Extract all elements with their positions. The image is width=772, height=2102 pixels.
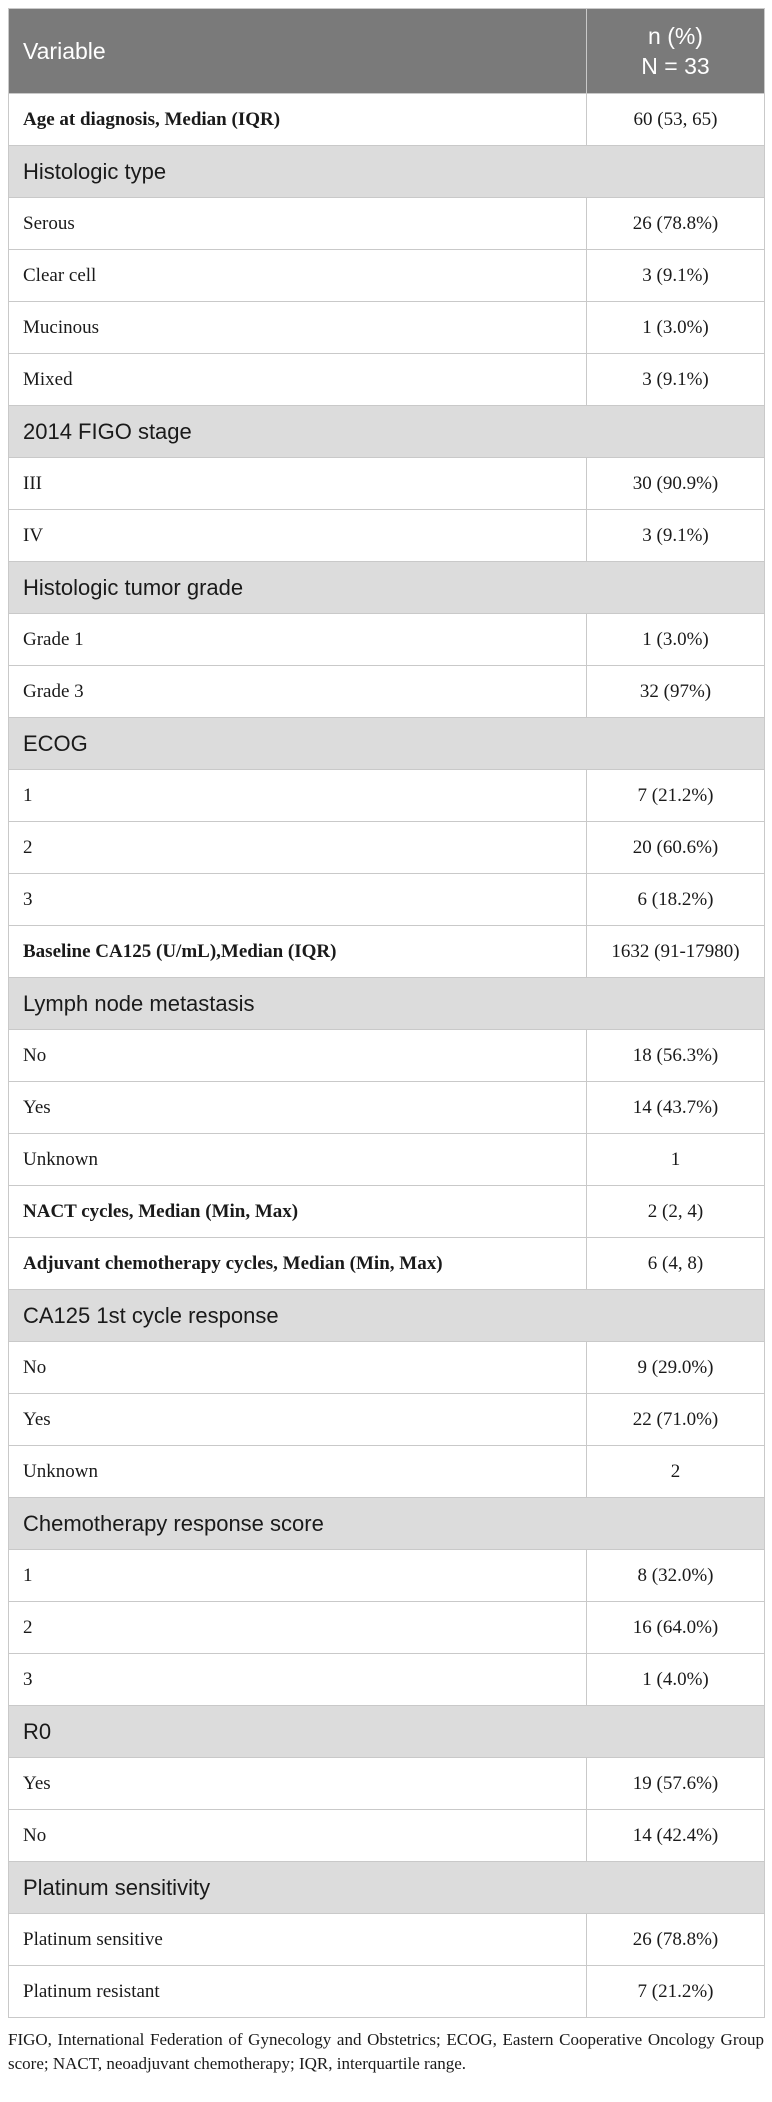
row-value: 6 (18.2%): [587, 874, 765, 926]
row-label: Grade 3: [9, 666, 587, 718]
section-label: CA125 1st cycle response: [9, 1290, 765, 1342]
row-label: Adjuvant chemotherapy cycles, Median (Min, Max): [9, 1238, 587, 1290]
table-row: [9, 1238, 765, 1290]
section-label: Lymph node metastasis: [9, 978, 765, 1030]
section-label: R0: [9, 1706, 765, 1758]
table-row: [9, 1342, 765, 1394]
table-row: [9, 94, 765, 146]
header-variable: Variable: [9, 9, 587, 94]
table-row: [9, 926, 765, 978]
table-row: [9, 1654, 765, 1706]
section-header-row: [9, 1862, 765, 1914]
table-footnote: FIGO, International Federation of Gynecology and Obstetrics; ECOG, Eastern Cooperative Oncology Group score; NACT, neoadjuvant chemotherapy; IQR, interquartile range.: [8, 2030, 764, 2073]
table-row: [9, 354, 765, 406]
table-row: [9, 770, 765, 822]
row-value: 30 (90.9%): [587, 458, 765, 510]
row-label: Yes: [9, 1758, 587, 1810]
row-label: No: [9, 1810, 587, 1862]
row-value: 1 (3.0%): [587, 614, 765, 666]
row-value: 6 (4, 8): [587, 1238, 765, 1290]
row-label: Serous: [9, 198, 587, 250]
row-value: 26 (78.8%): [587, 198, 765, 250]
row-label: 2: [9, 1602, 587, 1654]
row-value: 2 (2, 4): [587, 1186, 765, 1238]
table-row: [9, 198, 765, 250]
section-label: Platinum sensitivity: [9, 1862, 765, 1914]
row-label: No: [9, 1342, 587, 1394]
row-label: Platinum resistant: [9, 1966, 587, 2018]
row-label: 3: [9, 1654, 587, 1706]
row-value: 14 (43.7%): [587, 1082, 765, 1134]
table-row: [9, 510, 765, 562]
row-label: 1: [9, 1550, 587, 1602]
row-label: Unknown: [9, 1134, 587, 1186]
row-label: Yes: [9, 1082, 587, 1134]
table-row: [9, 1082, 765, 1134]
row-label: Platinum sensitive: [9, 1914, 587, 1966]
row-value: 3 (9.1%): [587, 510, 765, 562]
section-label: Chemotherapy response score: [9, 1498, 765, 1550]
section-label: 2014 FIGO stage: [9, 406, 765, 458]
row-value: 1 (4.0%): [587, 1654, 765, 1706]
table-row: [9, 250, 765, 302]
row-label: 1: [9, 770, 587, 822]
row-label: Grade 1: [9, 614, 587, 666]
section-header-row: [9, 1706, 765, 1758]
row-label: Mucinous: [9, 302, 587, 354]
table-row: [9, 1394, 765, 1446]
table-body: [9, 94, 765, 2018]
header-value: [587, 9, 765, 94]
table-container: [8, 8, 764, 2076]
row-value: 8 (32.0%): [587, 1550, 765, 1602]
row-label: NACT cycles, Median (Min, Max): [9, 1186, 587, 1238]
row-label: 3: [9, 874, 587, 926]
row-label: Yes: [9, 1394, 587, 1446]
row-value: 7 (21.2%): [587, 770, 765, 822]
row-label: Unknown: [9, 1446, 587, 1498]
table-row: [9, 614, 765, 666]
row-value: 26 (78.8%): [587, 1914, 765, 1966]
row-value: 7 (21.2%): [587, 1966, 765, 2018]
table-row: [9, 1186, 765, 1238]
section-header-row: [9, 1290, 765, 1342]
header-value-line1: n (%): [648, 23, 703, 49]
section-label: Histologic type: [9, 146, 765, 198]
row-value: 14 (42.4%): [587, 1810, 765, 1862]
row-value: 1 (3.0%): [587, 302, 765, 354]
patient-characteristics-table: [8, 8, 765, 2018]
row-label: III: [9, 458, 587, 510]
row-value: 1632 (91-17980): [587, 926, 765, 978]
row-value: 9 (29.0%): [587, 1342, 765, 1394]
section-label: ECOG: [9, 718, 765, 770]
section-header-row: [9, 406, 765, 458]
table-row: [9, 874, 765, 926]
table-row: [9, 666, 765, 718]
row-value: 20 (60.6%): [587, 822, 765, 874]
row-value: 60 (53, 65): [587, 94, 765, 146]
row-value: 22 (71.0%): [587, 1394, 765, 1446]
section-header-row: [9, 1498, 765, 1550]
row-value: 2: [587, 1446, 765, 1498]
table-row: [9, 302, 765, 354]
table-header-row: [9, 9, 765, 94]
section-header-row: [9, 718, 765, 770]
row-label: IV: [9, 510, 587, 562]
table-row: [9, 1966, 765, 2018]
row-label: Baseline CA125 (U/mL),Median (IQR): [9, 926, 587, 978]
table-row: [9, 1914, 765, 1966]
table-row: [9, 1550, 765, 1602]
table-row: [9, 822, 765, 874]
row-value: 3 (9.1%): [587, 250, 765, 302]
table-row: [9, 1758, 765, 1810]
row-label: No: [9, 1030, 587, 1082]
row-label: Clear cell: [9, 250, 587, 302]
row-value: 1: [587, 1134, 765, 1186]
table-row: [9, 1030, 765, 1082]
section-header-row: [9, 978, 765, 1030]
section-label: Histologic tumor grade: [9, 562, 765, 614]
table-row: [9, 1602, 765, 1654]
table-row: [9, 1446, 765, 1498]
row-label: Mixed: [9, 354, 587, 406]
row-value: 18 (56.3%): [587, 1030, 765, 1082]
table-row: [9, 458, 765, 510]
row-value: 32 (97%): [587, 666, 765, 718]
row-value: 16 (64.0%): [587, 1602, 765, 1654]
section-header-row: [9, 146, 765, 198]
table-row: [9, 1134, 765, 1186]
row-label: Age at diagnosis, Median (IQR): [9, 94, 587, 146]
header-value-line2: N = 33: [641, 53, 710, 79]
row-value: 3 (9.1%): [587, 354, 765, 406]
section-header-row: [9, 562, 765, 614]
table-row: [9, 1810, 765, 1862]
row-value: 19 (57.6%): [587, 1758, 765, 1810]
row-label: 2: [9, 822, 587, 874]
